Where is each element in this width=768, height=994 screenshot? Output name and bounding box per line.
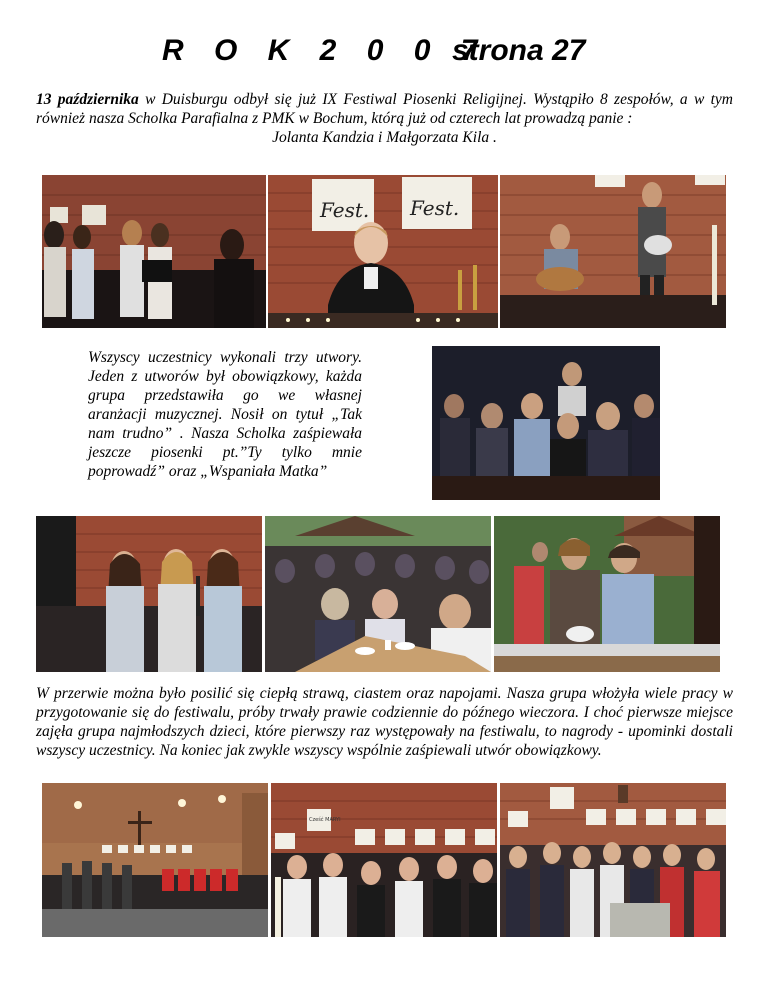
header-year: R O K 2 0 0 7 bbox=[162, 34, 489, 67]
intro-text: w Duisburgu odbył się już IX Festiwal Piosenki Religijnej. Wystąpiło 8 zespołów, a w tym również nasza Scholka Parafialna z PMK w Bochum, którą już od czterech lat prowadzą panie : bbox=[36, 91, 733, 127]
photo-audience bbox=[432, 346, 660, 500]
banner-text-1: Fest. bbox=[320, 198, 370, 222]
photo-dining-table bbox=[265, 516, 491, 672]
songs-paragraph: Wszyscy uczestnicy wykonali trzy utwory. Jeden z utworów był obowiązkowy, każda grupa przedstawiła go we własnej aranżacji muzycznej. Nosił on tytuł „Tak nam trudno” . Nasza Scholka zaśpiewała jeszcze piosenki pt.”Ty tylko mnie poprowadź” oraz „Wspaniała Matka” bbox=[88, 349, 362, 480]
intro-names: Jolanta Kandzia i Małgorzata Kila . bbox=[272, 129, 497, 146]
photo-church-interior bbox=[42, 783, 268, 937]
photo-three-singers bbox=[36, 516, 262, 672]
photo-choir-singing bbox=[42, 175, 266, 328]
page-header bbox=[0, 34, 768, 74]
intro-paragraph bbox=[36, 90, 733, 147]
photo-altar-gathering bbox=[500, 783, 726, 937]
photo-congregation-singing bbox=[271, 783, 497, 937]
photo-presenter bbox=[268, 175, 498, 328]
banner-small-text: Cześć MARYI bbox=[309, 817, 341, 823]
photo-guitarists bbox=[500, 175, 726, 328]
banner-text-2: Fest. bbox=[410, 196, 460, 220]
header-page-number: strona 27 bbox=[452, 34, 586, 67]
break-paragraph: W przerwie można było posilić się ciepłą strawą, ciastem oraz napojami. Nasza grupa włożyła wiele pracy w przygotowanie się do festiwalu, próby trwały prawie codziennie do późnego wieczora. I choć pierwsze miejsce zajęła grupa najmłodszych dzieci, które pierwszy raz występowały na festiwalu, to nagrody - upominki dostali wszyscy uczestnicy. Na koniec jak zwykle wszyscy wspólnie zaśpiewali utwór obowiązkowy. bbox=[36, 685, 733, 759]
intro-date: 13 października bbox=[36, 91, 139, 108]
photo-serving-food bbox=[494, 516, 720, 672]
